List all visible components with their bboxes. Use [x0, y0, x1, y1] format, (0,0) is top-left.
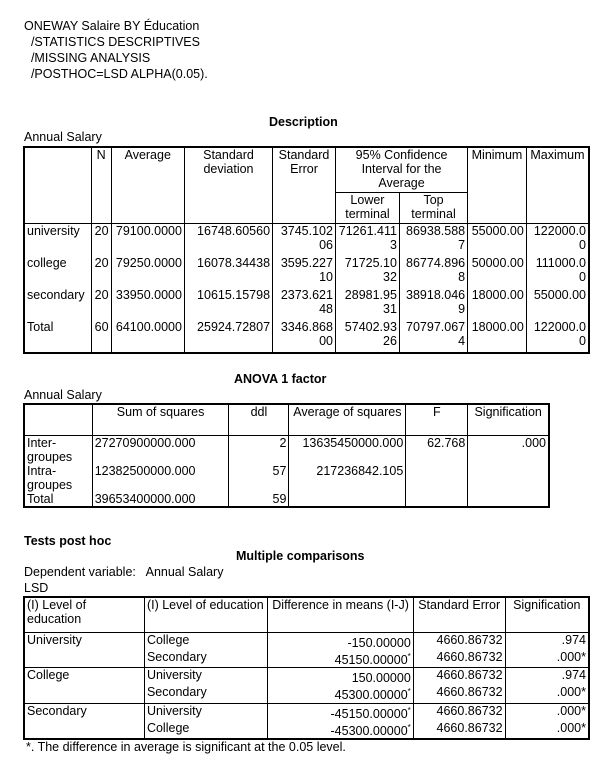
- difference-value: 45150.00000: [334, 653, 408, 668]
- cell-standard-error: 4660.86732: [413, 721, 505, 739]
- cell-se: 2373.62148: [273, 288, 336, 320]
- col-standard-error: Standard Error: [413, 597, 505, 633]
- cell-hi: 86774.8968: [399, 256, 467, 288]
- cell-lo: 71725.1032: [335, 256, 399, 288]
- description-caption: Annual Salary: [24, 130, 102, 144]
- table-row: [24, 256, 589, 288]
- cell-hi: 38918.0469: [399, 288, 467, 320]
- cell-lo: 28981.9531: [335, 288, 399, 320]
- row-label: Total: [24, 320, 91, 353]
- difference-value: -45300.00000: [330, 723, 408, 738]
- cell-hi: 86938.5887: [399, 224, 467, 257]
- col-difference: Difference in means (I-J): [268, 597, 413, 633]
- col-lower: Lower terminal: [335, 193, 399, 224]
- col-max: Maximum: [526, 147, 589, 224]
- description-title: Description: [269, 115, 338, 129]
- difference-value: 45300.00000: [334, 688, 408, 703]
- cell-f: [406, 492, 468, 507]
- col-n: N: [91, 147, 111, 224]
- cell-difference: [268, 650, 413, 668]
- cell-avg: 64100.0000: [111, 320, 184, 353]
- level-j: College: [144, 721, 267, 739]
- cell-signification: .000*: [505, 650, 589, 668]
- cell-standard-error: 4660.86732: [413, 633, 505, 651]
- posthoc-section-title: Tests post hoc: [24, 534, 112, 548]
- cell-n: 60: [91, 320, 111, 353]
- cell-min: 50000.00: [468, 256, 527, 288]
- anova-caption: Annual Salary: [24, 388, 102, 402]
- row-label: Intra-groupes: [24, 464, 92, 492]
- syntax-block: [24, 18, 208, 82]
- cell-min: 55000.00: [468, 224, 527, 257]
- cell-standard-error: 4660.86732: [413, 650, 505, 668]
- syntax-line: /POSTHOC=LSD ALPHA(0.05).: [24, 67, 208, 81]
- table-row: [24, 320, 589, 353]
- cell-sd: 16078.34438: [184, 256, 272, 288]
- row-label: secondary: [24, 288, 91, 320]
- cell-signification: .974: [561, 633, 586, 647]
- col-average: Average: [111, 147, 184, 224]
- cell-avg: 33950.0000: [111, 288, 184, 320]
- col-sd: Standard deviation: [184, 147, 272, 224]
- significance-marker: *: [407, 705, 411, 715]
- syntax-line: ONEWAY Salaire BY Éducation: [24, 19, 200, 33]
- difference-value: -150.00000: [347, 636, 411, 651]
- col-ddl: ddl: [229, 404, 289, 436]
- cell-n: 20: [91, 224, 111, 257]
- cell-avg: 79250.0000: [111, 256, 184, 288]
- table-row: [24, 703, 589, 721]
- cell-avg: 79100.0000: [111, 224, 184, 257]
- row-label: university: [24, 224, 91, 257]
- cell-se: 3346.86800: [273, 320, 336, 353]
- cell-standard-error: 4660.86732: [413, 703, 505, 721]
- cell-lo: 57402.9326: [335, 320, 399, 353]
- cell-ms: 217236842.105: [289, 464, 406, 492]
- cell-sig: [468, 492, 549, 507]
- difference-value: -45150.00000: [330, 706, 408, 721]
- col-ci: 95% Confidence Interval for the Average: [335, 147, 467, 193]
- cell-max: 122000.00: [526, 320, 589, 353]
- syntax-line: /MISSING ANALYSIS: [24, 51, 151, 65]
- cell-ddl: 57: [229, 464, 289, 492]
- col-signification: Signification: [505, 597, 589, 633]
- col-level-j: (I) Level of education: [144, 597, 267, 633]
- level-i: College: [24, 668, 144, 703]
- cell-standard-error: 4660.86732: [413, 668, 505, 686]
- cell-lo: 71261.4113: [335, 224, 399, 257]
- syntax-line: /STATISTICS DESCRIPTIVES: [24, 35, 200, 49]
- table-row: [24, 492, 549, 507]
- cell-n: 20: [91, 288, 111, 320]
- cell-ss: 39653400000.000: [92, 492, 229, 507]
- cell-se: 3745.10206: [273, 224, 336, 257]
- cell-ss: 27270900000.000: [92, 436, 229, 465]
- cell-sd: 10615.15798: [184, 288, 272, 320]
- cell-se: 3595.22710: [273, 256, 336, 288]
- col-se: Standard Error: [273, 147, 336, 224]
- col-mean-squares: Average of squares: [289, 404, 406, 436]
- table-row: [24, 436, 549, 465]
- table-row: [24, 224, 589, 257]
- cell-signification: .974: [561, 668, 586, 683]
- cell-f: 62.768: [406, 436, 468, 465]
- cell-ddl: 2: [229, 436, 289, 465]
- row-label: college: [24, 256, 91, 288]
- significance-marker: *: [407, 652, 411, 662]
- cell-max: 111000.00: [526, 256, 589, 288]
- col-f: F: [406, 404, 468, 436]
- row-label: Total: [24, 492, 92, 507]
- col-top: Top terminal: [399, 193, 467, 224]
- level-i: University: [24, 633, 144, 668]
- cell-difference: [268, 668, 413, 686]
- cell-sig: .000: [521, 436, 546, 450]
- cell-max: 122000.00: [526, 224, 589, 257]
- level-j: University: [144, 668, 267, 686]
- posthoc-table: [23, 596, 590, 740]
- cell-difference: [268, 721, 413, 739]
- difference-value: 150.00000: [351, 671, 411, 686]
- cell-f: [406, 464, 468, 492]
- table-row: [24, 668, 589, 686]
- cell-difference: [268, 685, 413, 703]
- level-j: Secondary: [144, 650, 267, 668]
- cell-signification: .000*: [505, 685, 589, 703]
- cell-difference: [268, 633, 413, 651]
- cell-hi: 70797.0674: [399, 320, 467, 353]
- cell-ms: [289, 492, 406, 507]
- cell-n: 20: [91, 256, 111, 288]
- level-j: Secondary: [144, 685, 267, 703]
- posthoc-method: LSD: [24, 581, 49, 595]
- row-label: Inter-groupes: [24, 436, 92, 465]
- description-table: [23, 146, 590, 354]
- cell-min: 18000.00: [468, 320, 527, 353]
- cell-ms: 13635450000.000: [289, 436, 406, 465]
- cell-sig: [468, 464, 549, 492]
- significance-marker: *: [407, 722, 411, 732]
- level-i: Secondary: [24, 703, 144, 739]
- level-j: College: [144, 633, 267, 651]
- col-min: Minimum: [468, 147, 527, 224]
- table-row: [24, 464, 549, 492]
- table-row: [24, 633, 589, 651]
- anova-title: ANOVA 1 factor: [234, 372, 327, 386]
- table-row: [24, 288, 589, 320]
- cell-ddl: 59: [229, 492, 289, 507]
- anova-table: [23, 403, 550, 508]
- cell-max: 55000.00: [526, 288, 589, 320]
- cell-standard-error: 4660.86732: [413, 685, 505, 703]
- cell-difference: [268, 703, 413, 721]
- cell-min: 18000.00: [468, 288, 527, 320]
- col-level-i: (I) Level of education: [24, 597, 144, 633]
- significance-marker: *: [407, 687, 411, 697]
- cell-signification: .000*: [556, 703, 586, 718]
- cell-signification: .000*: [556, 720, 586, 735]
- cell-sd: 16748.60560: [184, 224, 272, 257]
- posthoc-title: Multiple comparisons: [236, 549, 365, 563]
- col-signification: Signification: [468, 404, 549, 436]
- level-j: University: [144, 703, 267, 721]
- posthoc-dependent: Dependent variable: Annual Salary: [24, 565, 224, 579]
- col-sum-squares: Sum of squares: [92, 404, 229, 436]
- cell-ss: 12382500000.000: [92, 464, 229, 492]
- footnote: *. The difference in average is significant at the 0.05 level.: [26, 740, 346, 754]
- cell-sd: 25924.72807: [184, 320, 272, 353]
